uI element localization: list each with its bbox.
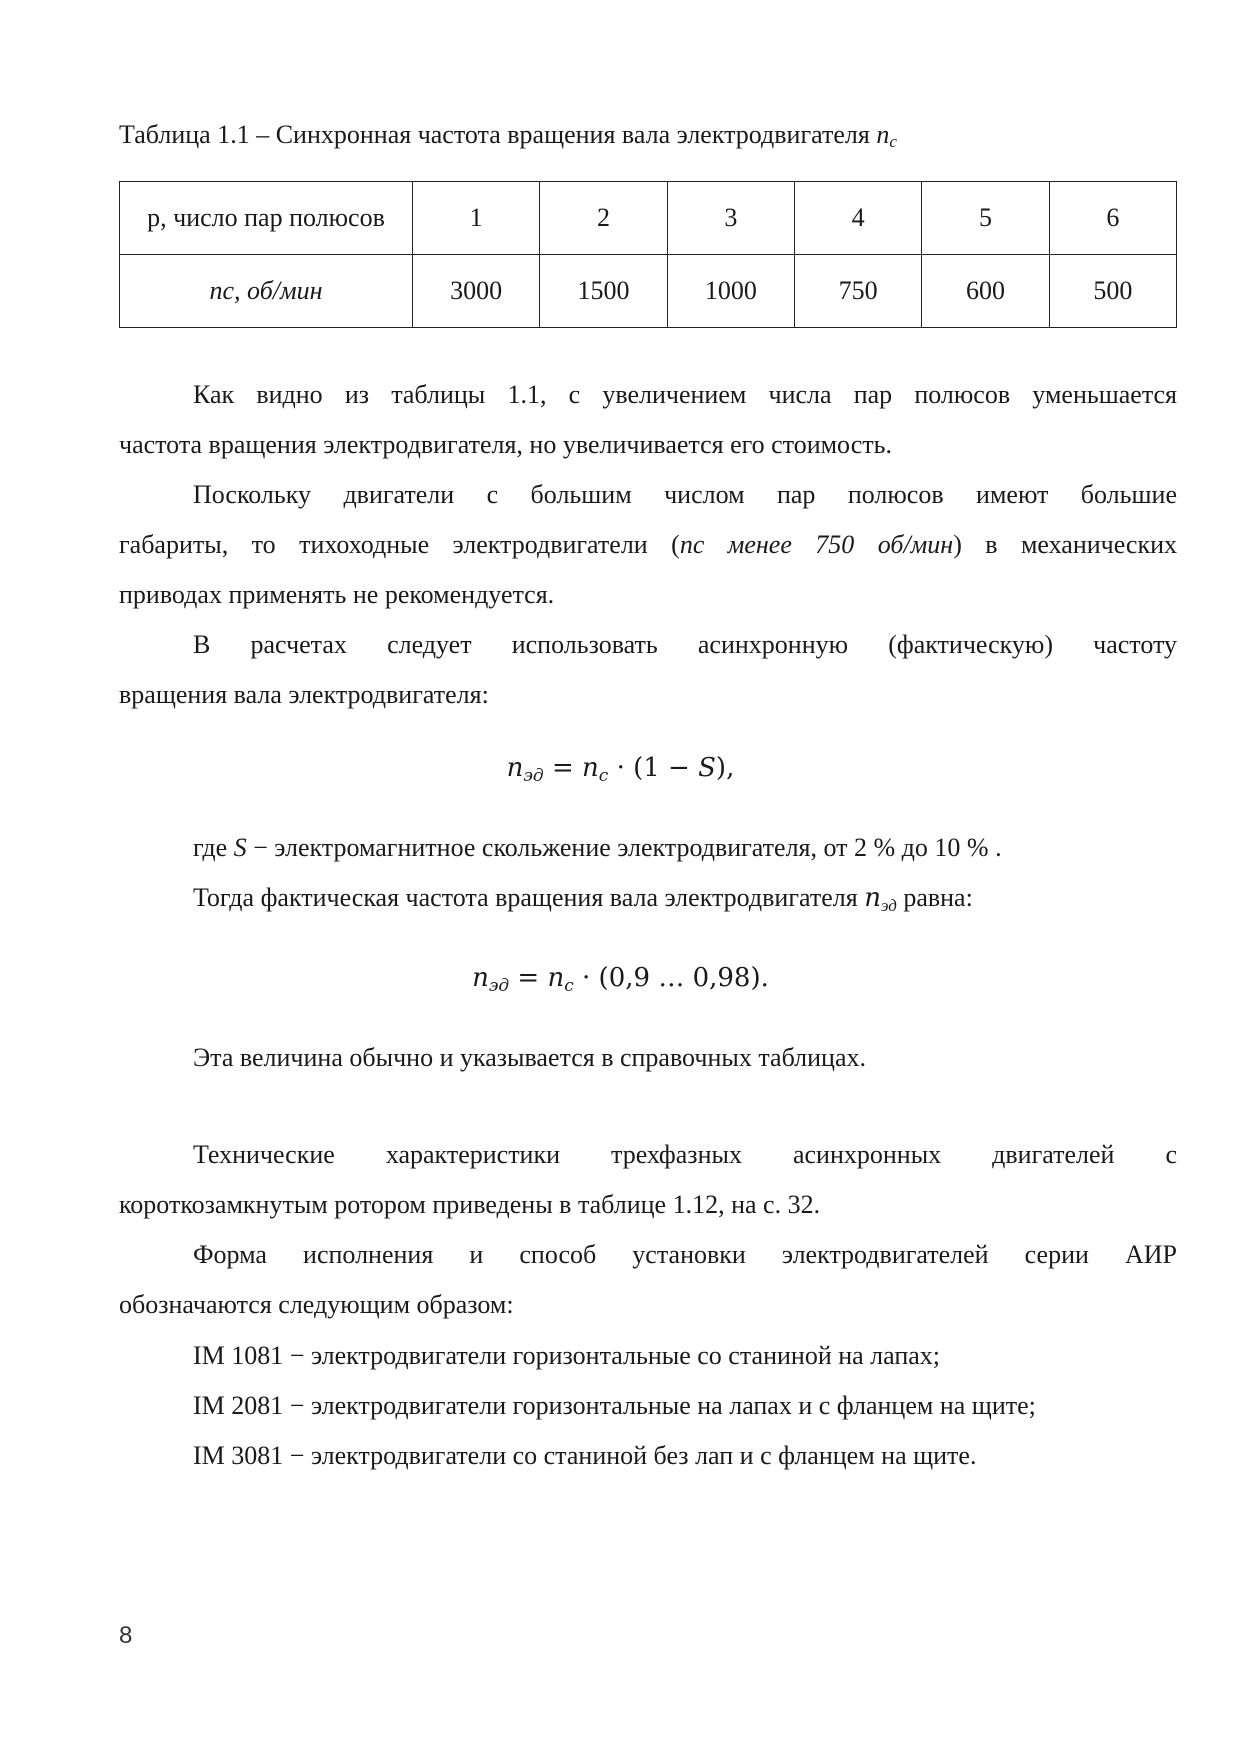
poles-cell: 3 [667, 182, 794, 255]
where-line [193, 828, 1002, 868]
formula-op: · (0,9 … 0,98). [573, 963, 769, 993]
value-line: Эта величина обычно и указывается в справочных таблицах. [193, 1043, 866, 1072]
speed-cell: 500 [1049, 255, 1176, 328]
page-number: 8 [119, 1622, 133, 1649]
speed-cell: 3000 [413, 255, 540, 328]
poles-cell: 1 [413, 182, 540, 255]
formula-sub: эд [880, 896, 897, 915]
caption-text: Таблица 1.1 – Синхронная частота вращения вала электродвигателя [119, 120, 877, 149]
paragraph-2 [119, 470, 1177, 620]
formula-op: ), [715, 753, 735, 783]
paragraph-line: Форма исполнения и способ установки электродвигателей серии АИР [193, 1240, 1177, 1269]
speed-cell: 750 [794, 255, 921, 328]
formula-var: n [582, 753, 599, 783]
paragraph-line: Поскольку двигатели с большим числом пар полюсов имеют большие [193, 480, 1177, 509]
formula-var: n [472, 963, 489, 993]
text-segment: Тогда фактическая частота вращения вала электродвигателя [193, 883, 865, 912]
paragraph-line: Технические характеристики трехфазных асинхронных двигателей с [193, 1140, 1177, 1169]
paragraph-line: частота вращения электродвигателя, но увеличивается его стоимость. [119, 430, 892, 459]
text-segment: ) в механических [953, 530, 1177, 559]
paragraph-line: приводах применять не рекомендуется. [119, 580, 555, 609]
poles-cell: 5 [922, 182, 1049, 255]
paragraph-line: короткозамкнутым ротором приведены в таблице 1.12, на с. 32. [119, 1190, 821, 1219]
poles-cell: 2 [540, 182, 667, 255]
formula-sub: c [564, 976, 574, 996]
formula-op: = [509, 963, 548, 993]
table-caption [119, 118, 897, 159]
formula-sub: эд [523, 766, 544, 786]
formula-op: · (1 − [608, 753, 699, 783]
italic-segment: S [233, 833, 247, 862]
table-row-speeds [120, 255, 1177, 328]
im-1081-line: IM 1081 − электродвигатели горизонтальные со станиной на лапах; [193, 1341, 941, 1370]
formula-actual-speed [0, 958, 1241, 1006]
italic-segment: nc менее 750 об/мин [679, 530, 954, 559]
paragraph-line: Как видно из таблицы 1.1, с увеличением числа пар полюсов уменьшается [193, 380, 1177, 409]
speed-cell: 600 [922, 255, 1049, 328]
formula-slip [0, 748, 1241, 796]
table-row-poles [120, 182, 1177, 255]
then-line [193, 878, 973, 926]
speed-cell: 1000 [667, 255, 794, 328]
poles-cell: 6 [1049, 182, 1176, 255]
paragraph-line: В расчетах следует использовать асинхронную (фактическую) частоту [193, 630, 1177, 659]
text-segment: равна: [896, 883, 973, 912]
paragraph-4 [119, 1130, 1177, 1230]
text-segment: − электромагнитное скольжение электродвигателя, от 2 % до 10 % . [246, 833, 1002, 862]
text-segment: габариты, то тихоходные электродвигатели ( [119, 530, 680, 559]
formula-op: = [543, 753, 583, 783]
formula-var: S [698, 753, 716, 783]
poles-cell: 4 [794, 182, 921, 255]
formula-var: n [547, 963, 565, 993]
formula-sub: c [598, 766, 609, 786]
synchronous-speed-table [119, 181, 1177, 328]
text-segment: где [193, 833, 234, 862]
im-3081-line: IM 3081 − электродвигатели со станиной без лап и с фланцем на щите. [193, 1441, 977, 1470]
paragraph-line-mixed [119, 520, 1177, 570]
paragraph-line: обозначаются следующим образом: [119, 1290, 514, 1319]
italic-segment: n [864, 883, 881, 913]
im-2081-line: IM 2081 − электродвигатели горизонтальные на лапах и с фланцем на щите; [193, 1391, 1036, 1420]
caption-symbol-sub: c [889, 132, 897, 151]
row-header-speed: nc, об/мин [120, 255, 413, 328]
formula-var: n [506, 753, 524, 783]
paragraph-5 [119, 1230, 1177, 1330]
caption-symbol: n [876, 120, 890, 149]
speed-cell: 1500 [540, 255, 667, 328]
paragraph-line: вращения вала электродвигателя: [119, 680, 489, 709]
formula-sub: эд [488, 976, 510, 996]
paragraph-1 [119, 370, 1177, 470]
paragraph-3 [119, 620, 1177, 720]
row-header-poles: р, число пар полюсов [120, 182, 413, 255]
